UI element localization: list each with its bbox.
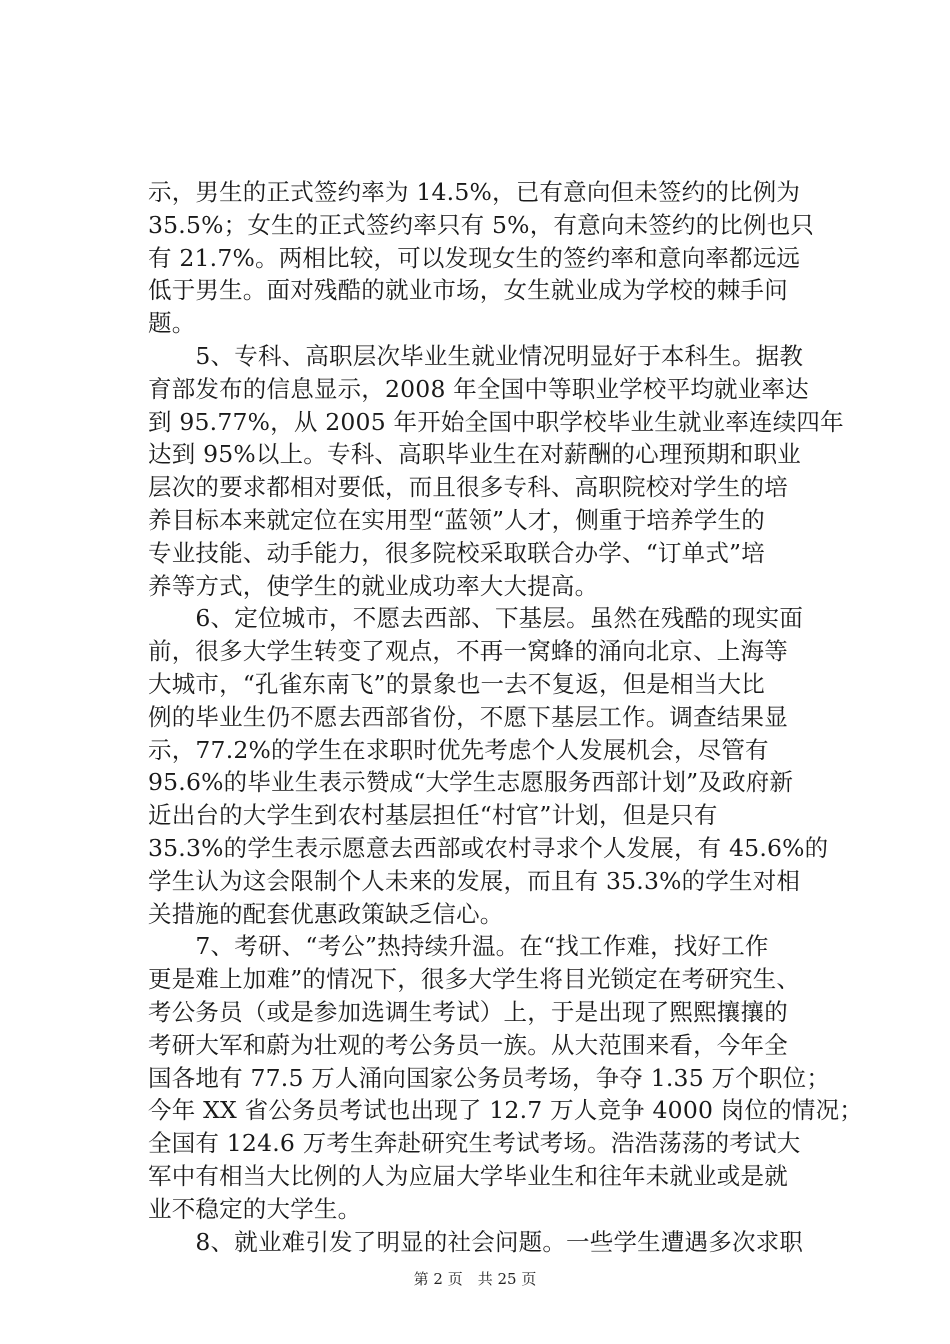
text-line: 养等方式，使学生的就业成功率大大提高。 — [148, 571, 599, 600]
text-line: 业不稳定的大学生。 — [148, 1194, 362, 1223]
text-line: 示，77.2%的学生在求职时优先考虑个人发展机会，尽管有 — [148, 735, 769, 764]
text-line: 题。 — [148, 309, 196, 338]
text-line: 前，很多大学生转变了观点，不再一窝蜂的涌向北京、上海等 — [148, 637, 788, 666]
text-line: 军中有相当大比例的人为应届大学毕业生和往年未就业或是就 — [148, 1161, 788, 1190]
text-line: 育部发布的信息显示，2008 年全国中等职业学校平均就业率达 — [148, 374, 809, 403]
text-line: 大城市，“孔雀东南飞”的景象也一去不复返，但是相当大比 — [148, 669, 765, 698]
text-line: 7、考研、“考公”热持续升温。在“找工作难，找好工作 — [148, 932, 769, 961]
text-line: 更是难上加难”的情况下，很多大学生将目光锁定在考研究生、 — [148, 965, 801, 994]
text-line: 关措施的配套优惠政策缺乏信心。 — [148, 899, 504, 928]
body-text — [148, 176, 864, 1258]
text-line: 95.6%的毕业生表示赞成“大学生志愿服务西部计划”及政府新 — [148, 768, 794, 797]
text-line: 国各地有 77.5 万人涌向国家公务员考场，争夺 1.35 万个职位； — [148, 1063, 831, 1092]
text-line: 到 95.77%，从 2005 年开始全国中职学校毕业生就业率连续四年 — [148, 407, 844, 436]
page-number-footer: 第 2 页 共 25 页 — [413, 1270, 537, 1288]
text-line: 近出台的大学生到农村基层担任“村官”计划，但是只有 — [148, 801, 718, 830]
text-line: 达到 95%以上。专科、高职毕业生在对薪酬的心理预期和职业 — [148, 440, 802, 469]
text-line: 层次的要求都相对要低，而且很多专科、高职院校对学生的培 — [148, 473, 788, 502]
text-line: 今年 XX 省公务员考试也出现了 12.7 万人竞争 4000 岗位的情况； — [148, 1096, 864, 1125]
text-line: 示，男生的正式签约率为 14.5%，已有意向但未签约的比例为 — [148, 178, 801, 206]
text-line: 考研大军和蔚为壮观的考公务员一族。从大范围来看，今年全 — [148, 1030, 788, 1059]
text-line: 低于男生。面对残酷的就业市场，女生就业成为学校的棘手问 — [148, 276, 788, 305]
text-line: 学生认为这会限制个人未来的发展，而且有 35.3%的学生对相 — [148, 866, 801, 895]
text-line: 6、定位城市，不愿去西部、下基层。虽然在残酷的现实面 — [148, 604, 804, 633]
text-line: 35.3%的学生表示愿意去西部或农村寻求个人发展，有 45.6%的 — [148, 833, 829, 862]
text-line: 考公务员（或是参加选调生考试）上，于是出现了熙熙攘攘的 — [148, 997, 788, 1026]
text-line: 专业技能、动手能力，很多院校采取联合办学、“订单式”培 — [148, 538, 765, 567]
text-line: 8、就业难引发了明显的社会问题。一些学生遭遇多次求职 — [148, 1227, 804, 1256]
text-line: 35.5%；女生的正式签约率只有 5%，有意向未签约的比例也只 — [148, 210, 815, 239]
text-line: 5、专科、高职层次毕业生就业情况明显好于本科生。据教 — [148, 341, 804, 370]
text-line: 养目标本来就定位在实用型“蓝领”人才，侧重于培养学生的 — [148, 505, 765, 534]
text-line: 有 21.7%。两相比较，可以发现女生的签约率和意向率都远远 — [148, 243, 801, 272]
text-line: 全国有 124.6 万考生奔赴研究生考试考场。浩浩荡荡的考试大 — [148, 1129, 801, 1158]
text-line: 例的毕业生仍不愿去西部省份，不愿下基层工作。调查结果显 — [148, 702, 788, 731]
